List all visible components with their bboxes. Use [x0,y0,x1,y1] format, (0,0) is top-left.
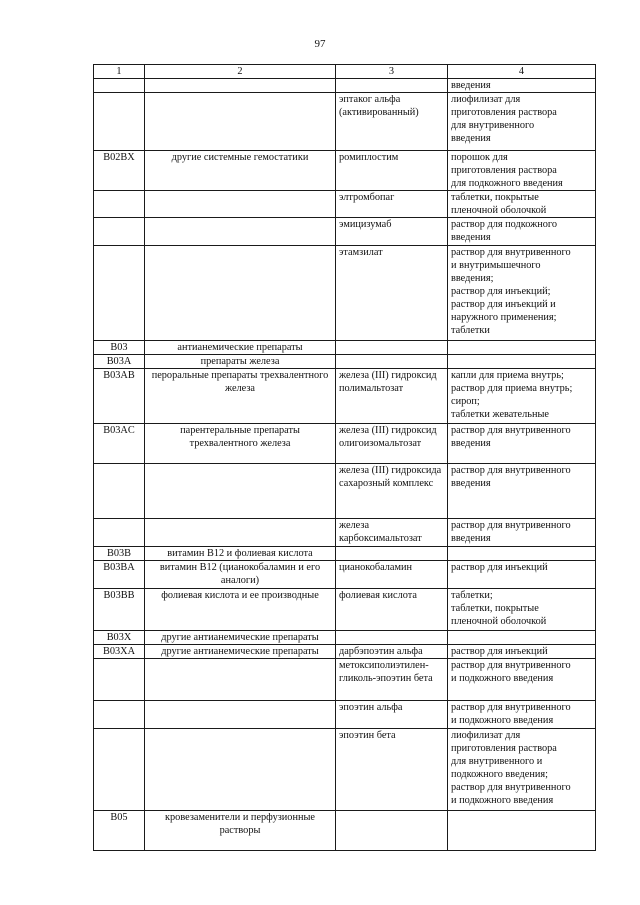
dosage-forms [448,218,596,246]
atc-code [94,218,145,246]
table-row [94,729,596,811]
table-row [94,631,596,645]
dosage-form-line: введения [451,133,491,144]
dosage-form-line: введения; [451,273,494,284]
table-row [94,341,596,355]
atc-code: B03BA [94,561,145,589]
table-row [94,369,596,424]
group-name: витамин B12 (цианокобаламин и его аналоги) [145,561,336,589]
dosage-form-line: таблетки; [451,590,493,601]
dosage-form-line: раствор для внутривенного [451,465,571,476]
column-header-2: 2 [145,65,336,79]
group-name [145,79,336,93]
drug-name: элтромбопаг [336,191,448,218]
drug-name [336,631,448,645]
dosage-form-line: для внутривенного [451,120,535,131]
drug-name: метоксиполиэтилен-гликоль-эпоэтин бета [336,659,448,701]
table-row [94,151,596,191]
dosage-form-line: раствор для внутривенного [451,247,571,258]
atc-code [94,729,145,811]
dosage-form-line: таблетки, покрытые [451,603,539,614]
atc-code [94,701,145,729]
dosage-form-line: раствор для инъекций [451,646,548,657]
dosage-form-line: введения [451,478,491,489]
drug-name: эпоэтин бета [336,729,448,811]
drug-name [336,547,448,561]
group-name: кровезаменители и перфузионные растворы [145,811,336,851]
dosage-form-line: раствор для инъекций; [451,286,551,297]
dosage-form-line: введения [451,232,491,243]
atc-code: B03XA [94,645,145,659]
drug-name: эмицизумаб [336,218,448,246]
dosage-form-line: приготовления раствора [451,165,557,176]
page-number: 97 [314,38,326,50]
dosage-form-line: лиофилизат для [451,730,521,741]
dosage-form-line: введения [451,80,491,91]
group-name: фолиевая кислота и ее производные [145,589,336,631]
dosage-form-line: капли для приема внутрь; [451,370,564,381]
dosage-forms [448,151,596,191]
dosage-forms [448,355,596,369]
dosage-form-line: введения [451,533,491,544]
dosage-forms [448,519,596,547]
atc-code: B03A [94,355,145,369]
group-name [145,218,336,246]
group-name [145,246,336,341]
table-row [94,93,596,151]
atc-code [94,659,145,701]
dosage-form-line: раствор для внутривенного [451,660,571,671]
dosage-forms [448,191,596,218]
group-name [145,659,336,701]
table-row [94,561,596,589]
column-header-3: 3 [336,65,448,79]
dosage-form-line: пленочной оболочкой [451,616,547,627]
dosage-form-line: пленочной оболочкой [451,205,547,216]
drug-name: эпоэтин альфа [336,701,448,729]
dosage-form-line: раствор для инъекций и [451,299,556,310]
group-name: другие системные гемостатики [145,151,336,191]
drug-classification-table [93,64,596,851]
group-name [145,519,336,547]
table-row [94,246,596,341]
dosage-forms [448,645,596,659]
atc-code [94,79,145,93]
drug-name [336,79,448,93]
atc-code [94,519,145,547]
dosage-forms [448,369,596,424]
dosage-forms [448,729,596,811]
dosage-forms [448,79,596,93]
dosage-form-line: и подкожного введения [451,795,554,806]
table-header-row [94,65,596,79]
drug-name: цианокобаламин [336,561,448,589]
dosage-forms [448,246,596,341]
dosage-form-line: раствор для инъекций [451,562,548,573]
drug-name: этамзилат [336,246,448,341]
atc-code: B03AC [94,424,145,464]
group-name [145,464,336,519]
drug-name: дарбэпоэтин альфа [336,645,448,659]
table-row [94,79,596,93]
dosage-form-line: приготовления раствора [451,107,557,118]
drug-name: железа карбоксимальтозат [336,519,448,547]
drug-name: эптаког альфа (активированный) [336,93,448,151]
dosage-form-line: раствор для внутривенного [451,520,571,531]
dosage-form-line: подкожного введения; [451,769,548,780]
dosage-form-line: раствор для внутривенного [451,702,571,713]
dosage-form-line: для подкожного введения [451,178,563,189]
group-name [145,191,336,218]
column-header-4: 4 [448,65,596,79]
dosage-forms [448,547,596,561]
drug-name [336,341,448,355]
atc-code: B02BX [94,151,145,191]
table-row [94,191,596,218]
drug-name: железа (III) гидроксида сахарозный комплекс [336,464,448,519]
group-name: другие антианемические препараты [145,631,336,645]
dosage-forms [448,561,596,589]
table-row [94,464,596,519]
atc-code: B03B [94,547,145,561]
dosage-form-line: раствор для приема внутрь; [451,383,573,394]
dosage-form-line: порошок для [451,152,508,163]
atc-code: B03X [94,631,145,645]
dosage-form-line: наружного применения; [451,312,557,323]
atc-code [94,93,145,151]
dosage-forms [448,811,596,851]
dosage-form-line: лиофилизат для [451,94,521,105]
dosage-form-line: таблетки жевательные [451,409,549,420]
dosage-form-line: и подкожного введения [451,715,554,726]
table-row [94,519,596,547]
dosage-form-line: и подкожного введения [451,673,554,684]
table-row [94,659,596,701]
dosage-forms [448,424,596,464]
drug-name [336,811,448,851]
dosage-form-line: сироп; [451,396,480,407]
table-row [94,355,596,369]
table-row [94,589,596,631]
dosage-form-line: для внутривенного и [451,756,543,767]
group-name: пероральные препараты трехвалентного железа [145,369,336,424]
dosage-form-line: таблетки, покрытые [451,192,539,203]
dosage-forms [448,701,596,729]
group-name [145,93,336,151]
drug-name [336,355,448,369]
column-header-1: 1 [94,65,145,79]
dosage-form-line: введения [451,438,491,449]
table-row [94,701,596,729]
table-row [94,645,596,659]
drug-name: ромиплостим [336,151,448,191]
dosage-forms [448,93,596,151]
table-row [94,424,596,464]
dosage-forms [448,589,596,631]
dosage-form-line: раствор для внутривенного [451,425,571,436]
group-name: препараты железа [145,355,336,369]
atc-code [94,464,145,519]
atc-code [94,246,145,341]
table-row [94,547,596,561]
dosage-form-line: приготовления раствора [451,743,557,754]
atc-code: B03BB [94,589,145,631]
dosage-form-line: раствор для подкожного [451,219,558,230]
group-name [145,729,336,811]
dosage-forms [448,464,596,519]
drug-name: железа (III) гидроксид полимальтозат [336,369,448,424]
dosage-forms [448,659,596,701]
group-name: антианемические препараты [145,341,336,355]
table-row [94,811,596,851]
dosage-form-line: раствор для внутривенного [451,782,571,793]
group-name: парентеральные препараты трехвалентного железа [145,424,336,464]
group-name: витамин B12 и фолиевая кислота [145,547,336,561]
dosage-forms [448,631,596,645]
dosage-form-line: и внутримышечного [451,260,541,271]
atc-code: B03AB [94,369,145,424]
group-name: другие антианемические препараты [145,645,336,659]
group-name [145,701,336,729]
drug-name: фолиевая кислота [336,589,448,631]
table-row [94,218,596,246]
atc-code: B03 [94,341,145,355]
drug-name: железа (III) гидроксид олигоизомальтозат [336,424,448,464]
dosage-forms [448,341,596,355]
atc-code [94,191,145,218]
atc-code: B05 [94,811,145,851]
dosage-form-line: таблетки [451,325,490,336]
